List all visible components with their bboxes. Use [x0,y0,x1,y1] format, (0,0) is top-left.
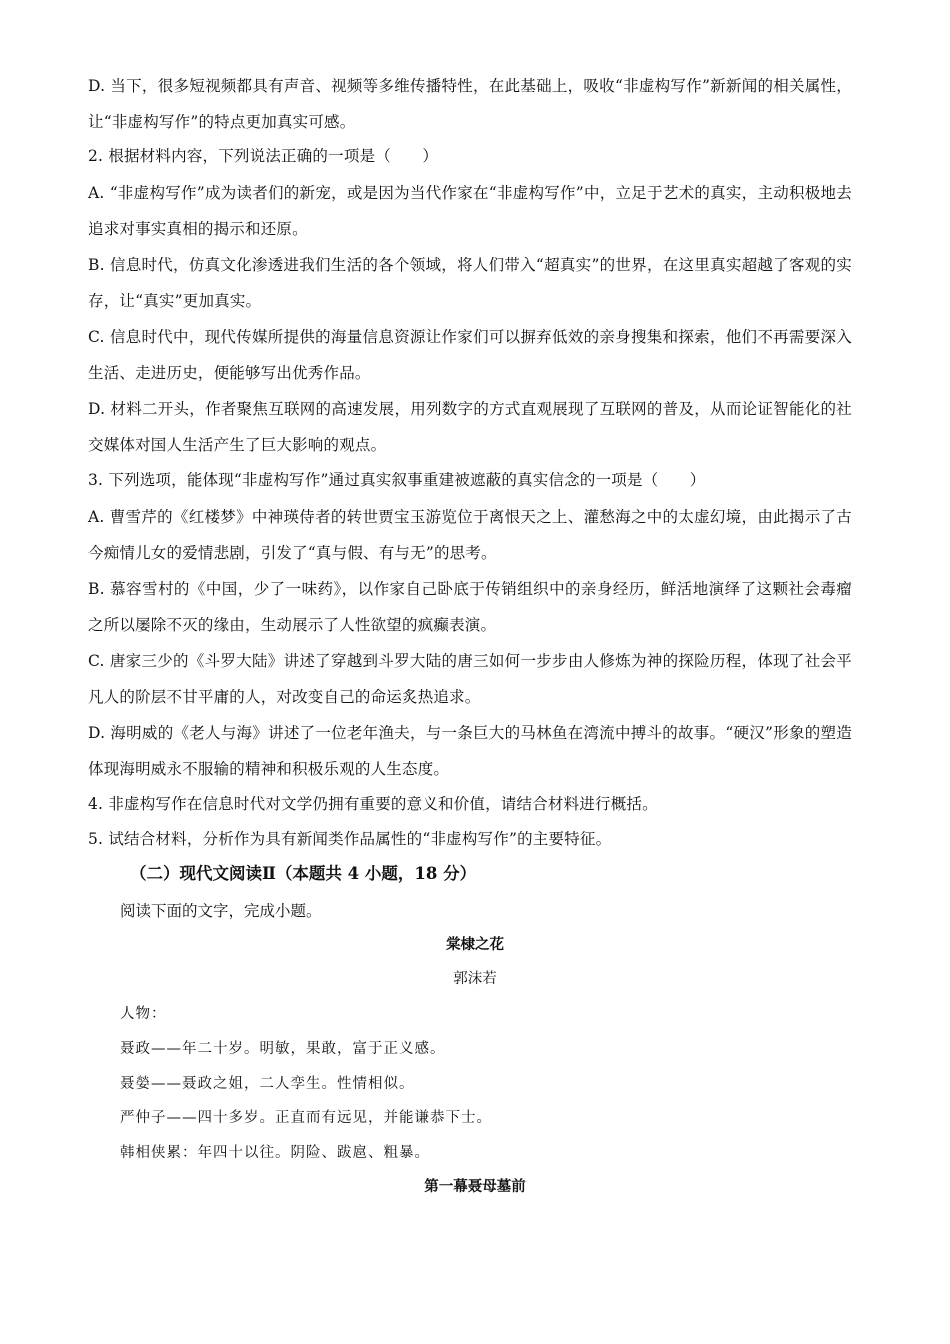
q3-option-b: B. 慕容雪村的《中国，少了一味药》，以作家自己卧底于传销组织中的亲身经历，鲜活地演绎了这颗社会毒瘤之所以屡除不灭的缘由，生动展示了人性欲望的疯癫表演。 [88,580,852,634]
q4-stem: 4. 非虚构写作在信息时代对文学仍拥有重要的意义和价值，请结合材料进行概括。 [88,795,658,813]
characters-label: 人物： [120,1006,167,1022]
q2-option-b: B. 信息时代，仿真文化渗透进我们生活的各个领域，将人们带入“超真实”的世界，在这里真实超越了客观的实存，让“真实”更加真实。 [88,256,852,310]
q2-option-a: A. “非虚构写作”成为读者们的新宠，或是因为当代作家在“非虚构写作”中，立足于艺术的真实，主动积极地去追求对事实真相的揭示和还原。 [88,184,852,238]
act-title: 第一幕聂母墓前 [424,1178,526,1195]
reading-instruction: 阅读下面的文字，完成小题。 [120,902,322,920]
q2-stem: 2. 根据材料内容，下列说法正确的一项是（ ） [88,147,439,165]
q2-option-c: C. 信息时代中，现代传媒所提供的海量信息资源让作家们可以摒弃低效的亲身搜集和探索，他们不再需要深入生活、走进历史，便能够写出优秀作品。 [88,328,852,382]
q3-stem: 3. 下列选项，能体现“非虚构写作”通过真实叙事重建被遮蔽的真实信念的一项是（ ） [88,471,706,489]
q1-option-d: D. 当下，很多短视频都具有声音、视频等多维传播特性，在此基础上，吸收“非虚构写作”新新闻的相关属性，让“非虚构写作”的特点更加真实可感。 [88,77,852,131]
q5-stem: 5. 试结合材料，分析作为具有新闻类作品属性的“非虚构写作”的主要特征。 [88,830,612,848]
character-line: 韩相侠累：年四十以往。阴险、跋扈、粗暴。 [120,1145,430,1161]
q2-option-d: D. 材料二开头，作者聚焦互联网的高速发展，用列数字的方式直观展现了互联网的普及，从而论证智能化的社交媒体对国人生活产生了巨大影响的观点。 [88,400,852,454]
q3-option-c: C. 唐家三少的《斗罗大陆》讲述了穿越到斗罗大陆的唐三如何一步步由人修炼为神的探险历程，体现了社会平凡人的阶层不甘平庸的人，对改变自己的命运炙热追求。 [88,652,852,706]
section-heading: （二）现代文阅读Ⅱ（本题共 4 小题，18 分） [130,864,477,883]
character-line: 严仲子——四十多岁。正直而有远见，并能谦恭下士。 [120,1110,492,1126]
character-line: 聂政——年二十岁。明敏，果敢，富于正义感。 [120,1041,446,1057]
play-author: 郭沫若 [453,971,497,987]
character-line: 聂嫈——聂政之姐，二人孪生。性情相似。 [120,1076,415,1092]
play-title: 棠棣之花 [446,936,504,953]
q3-option-d: D. 海明威的《老人与海》讲述了一位老年渔夫，与一条巨大的马林鱼在湾流中搏斗的故事。“硬汉”形象的塑造体现海明威永不服输的精神和积极乐观的人生态度。 [88,724,852,778]
q3-option-a: A. 曹雪芹的《红楼梦》中神瑛侍者的转世贾宝玉游览位于离恨天之上、灌愁海之中的太虚幻境，由此揭示了古今痴情儿女的爱情悲剧，引发了“真与假、有与无”的思考。 [88,508,852,562]
